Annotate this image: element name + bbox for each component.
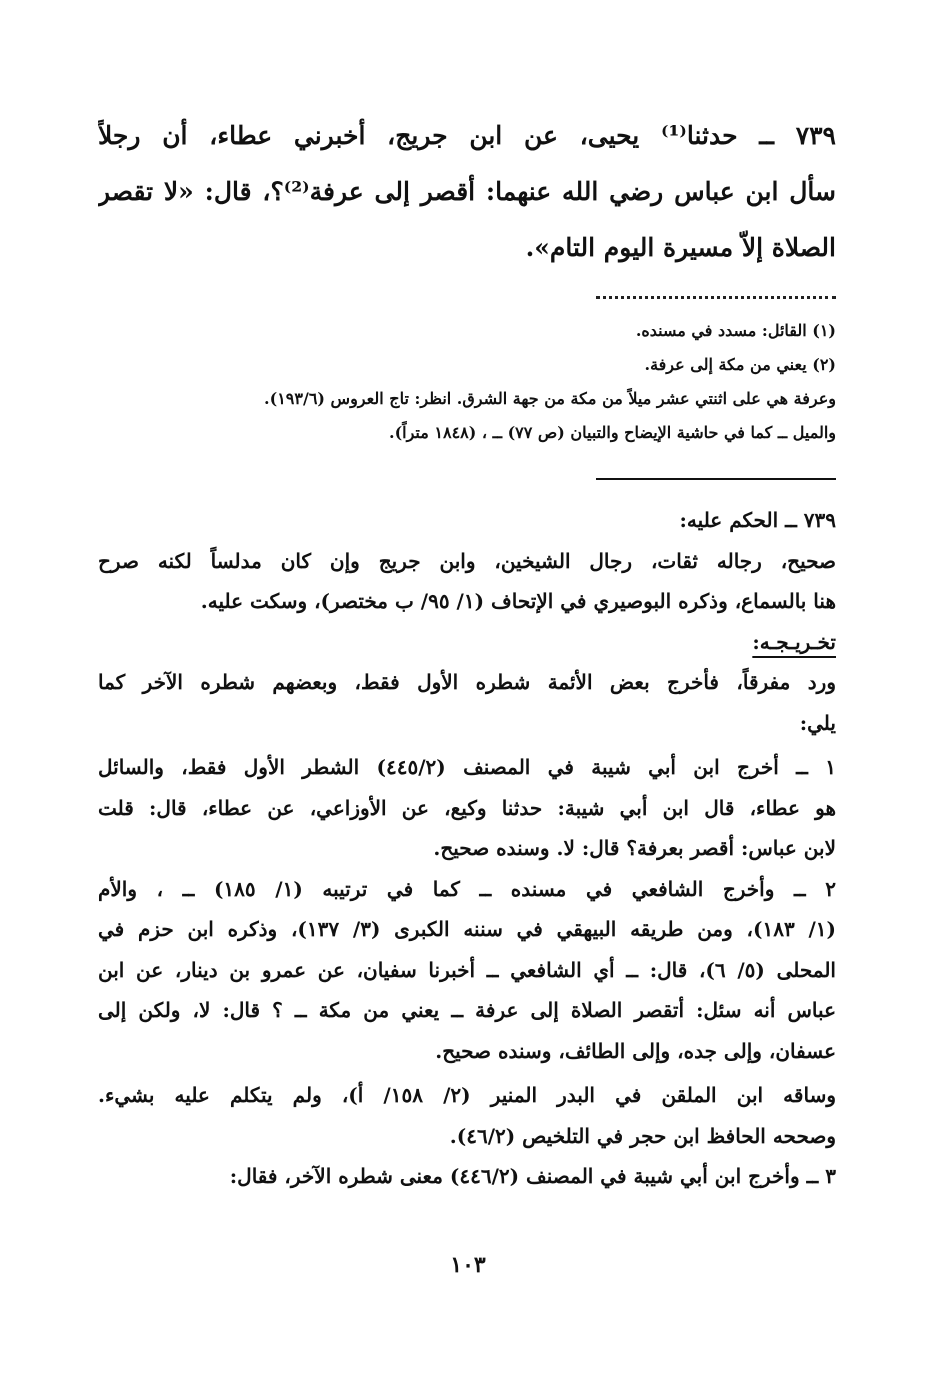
footnote-separator (596, 282, 836, 299)
takhrij-item-2: المحلى (٥/ ٦)، قال: ــ أي الشافعي ــ أخبرنا سفيان، عن عمرو بن دينار، عن ابن (98, 957, 836, 982)
takhrij-item-1: لابن عباس: أقصر بعرفة؟ قال: لا. وسنده صحيح. (433, 836, 836, 860)
takhrij-intro-line: ورد مفرقاً، فأخرج بعض الأئمة شطره الأول فقط، وبعضهم شطره الآخر كما (98, 670, 836, 694)
page-number: ١٠٣ (450, 1252, 486, 1278)
takhrij-item-2: عسفان، وإلى جده، وإلى الطائف، وسنده صحيح. (435, 1038, 836, 1063)
takhrij-item-2: (١/ ١٨٣)، ومن طريقه البيهقي في سننه الكبرى (٣/ ١٣٧)، وذكره ابن حزم في (98, 917, 836, 941)
takhrij-intro-line: يلي: (799, 710, 836, 735)
footnote-2: (٢) يعني من مكة إلى عرفة. (644, 355, 836, 374)
ruling-line: هنا بالسماع، وذكره البوصيري في الإتحاف (١/ ٩٥/ ب مختصر)، وسكت عليه. (200, 589, 836, 613)
footnote-1: (١) القائل: مسدد في مسنده. (635, 321, 836, 340)
section-divider (596, 478, 836, 480)
hadith-line: ٧٣٩ ــ حدثنا⁽¹⁾ يحيى، عن ابن جريج، أخبرني عطاء، أن رجلاً (98, 121, 836, 150)
footnote-2-continued: وعرفة هي على اثنتي عشر ميلاً من مكة من جهة الشرق. انظر: تاج العروس (١٩٣/٦). (264, 389, 836, 408)
hadith-line: الصلاة إلاّ مسيرة اليوم التام». (525, 233, 836, 262)
takhrij-item-2-note: وساقه ابن الملقن في البدر المنير (٢/ ١٥٨/ أ)، ولم يتكلم عليه بشيء. (98, 1083, 836, 1107)
takhrij-item-2: عباس أنه سئل: أتقصر الصلاة إلى عرفة ــ يعني من مكة ــ ؟ قال: لا، ولكن إلى (98, 998, 836, 1022)
hadith-text (98, 108, 836, 276)
hadith-line: سأل ابن عباس رضي الله عنهما: أقصر إلى عرفة⁽²⁾؟، قال: «لا تقصر (98, 177, 836, 206)
ruling-line: صحيح، رجاله ثقات، رجال الشيخين، وابن جريج وإن كان مدلساً لكنه صرح (98, 548, 836, 573)
commentary (98, 500, 836, 1197)
takhrij-item-1: هو عطاء، قال ابن أبي شيبة: حدثنا وكيع، عن الأوزاعي، عن عطاء، قال: قلت (98, 795, 836, 820)
takhrij-heading: تخـريـجـه: (752, 629, 836, 654)
takhrij-item-3: ٣ ــ وأخرج ابن أبي شيبة في المصنف (٤٤٦/٢) معنى شطره الآخر، فقال: (229, 1164, 836, 1188)
ruling-heading: ٧٣٩ ــ الحكم عليه: (679, 508, 836, 532)
takhrij-item-1: ١ ــ أخرج ابن أبي شيبة في المصنف (٤٤٥/٢) الشطر الأول فقط، والسائل (98, 755, 836, 779)
takhrij-item-2: ٢ ــ وأخرج الشافعي في مسنده ــ كما في ترتيبه (١/ ١٨٥) ــ ، والأم (98, 876, 836, 901)
footnotes (98, 314, 836, 450)
footnote-2-continued: والميل ــ كما في حاشية الإيضاح والتبيان (ص ٧٧) ــ ، (١٨٤٨ متراً). (389, 423, 836, 442)
takhrij-item-2-note: وصححه الحافظ ابن حجر في التلخيص (٤٦/٢). (449, 1123, 836, 1148)
